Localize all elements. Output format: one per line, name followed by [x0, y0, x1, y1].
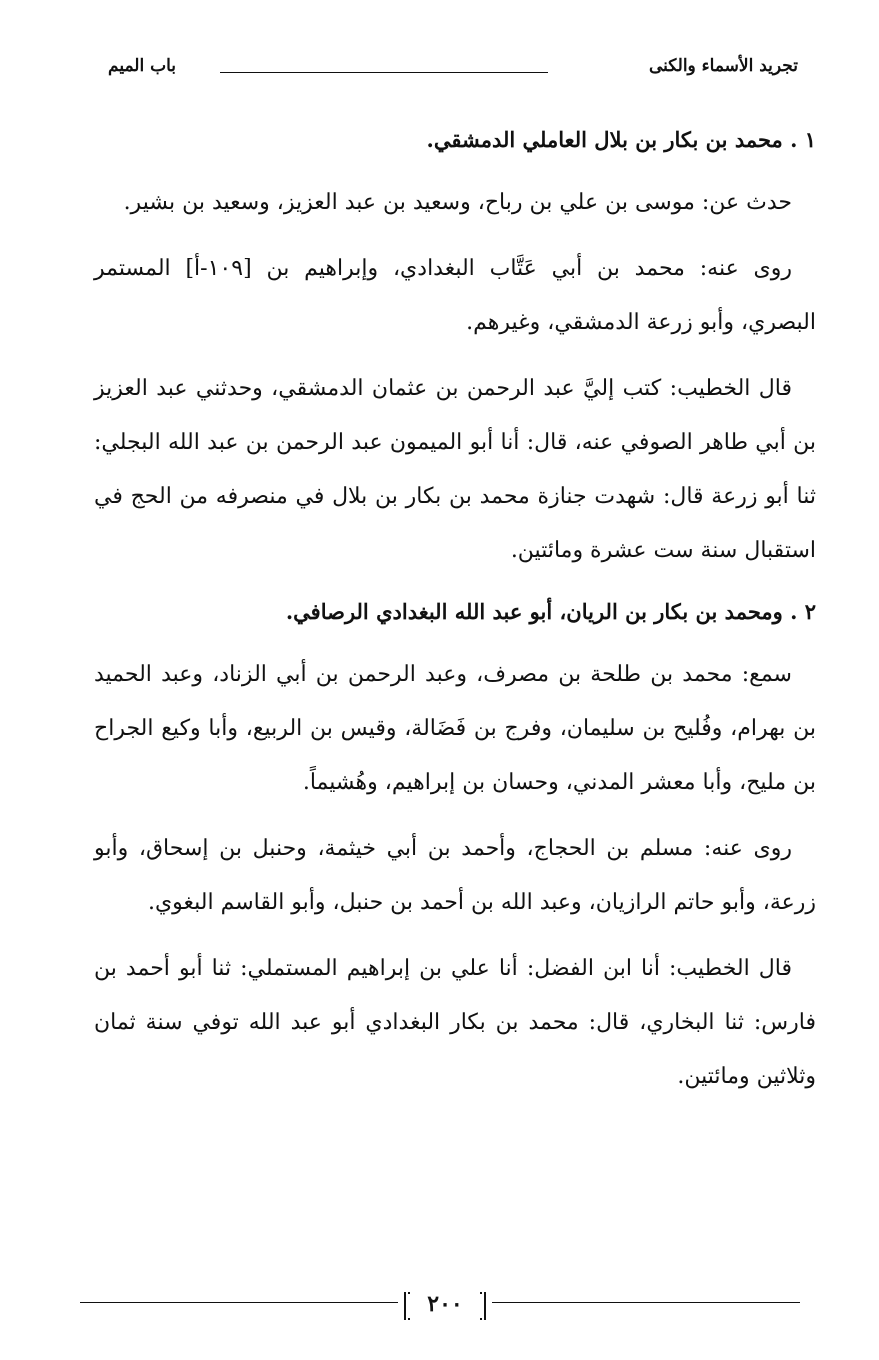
paragraph: سمع: محمد بن طلحة بن مصرف، وعبد الرحمن بن أبي الزناد، وعبد الحميد بن بهرام، وفُليح بن سليمان، وفرج بن فَضَالة، وقيس بن الربيع، وأبا وكيع الجراح بن مليح، وأبا معشر المدني، وحسان بن إبراهيم، وهُشيماً.: [94, 662, 816, 795]
entry-2: [94, 590, 816, 1104]
running-header: [108, 56, 798, 86]
paragraph: قال الخطيب: أنا ابن الفضل: أنا علي بن إبراهيم المستملي: ثنا أبو أحمد بن فارس: ثنا البخاري، قال: محمد بن بكار البغدادي أبو عبد الله توفي سنة ثمان وثلاثين ومائتين.: [94, 956, 816, 1089]
footer-rule: [80, 1302, 398, 1303]
page-number: ٢٠٠: [402, 1288, 488, 1320]
entry-1: [94, 118, 816, 578]
paragraph: حدث عن: موسى بن علي بن رباح، وسعيد بن عبد العزيز، وسعيد بن بشير.: [123, 190, 792, 215]
page-content: [94, 112, 816, 1116]
paragraph: روى عنه: مسلم بن الحجاج، وأحمد بن أبي خيثمة، وحنبل بن إسحاق، وأبو زرعة، وأبو حاتم الرازيان، وعبد الله بن أحمد بن حنبل، وأبو القاسم البغوي.: [94, 836, 816, 915]
section-title: باب الميم: [108, 56, 177, 76]
footer-rule: [492, 1302, 800, 1303]
paragraph: قال الخطيب: كتب إليَّ عبد الرحمن بن عثمان الدمشقي، وحدثني عبد العزيز بن أبي طاهر الصوفي عنه، قال: أنا أبو الميمون عبد الرحمن بن عبد الله البجلي: ثنا أبو زرعة قال: شهدت جنازة محمد بن بكار بن بلال في منصرفه من الحج في استقبال سنة ست عشرة ومائتين.: [94, 376, 816, 563]
header-rule: [220, 72, 548, 73]
paragraph: روى عنه: محمد بن أبي عَتَّاب البغدادي، وإبراهيم بن [١٠٩-أ] المستمر البصري، وأبو زرعة الدمشقي، وغيرهم.: [94, 256, 816, 335]
book-title: تجريد الأسماء والكنى: [648, 56, 798, 76]
entry-title: ١ . محمد بن بكار بن بلال العاملي الدمشقي.: [426, 127, 816, 152]
entry-title: ٢ . ومحمد بن بكار بن الريان، أبو عبد الله البغدادي الرصافي.: [285, 599, 816, 624]
